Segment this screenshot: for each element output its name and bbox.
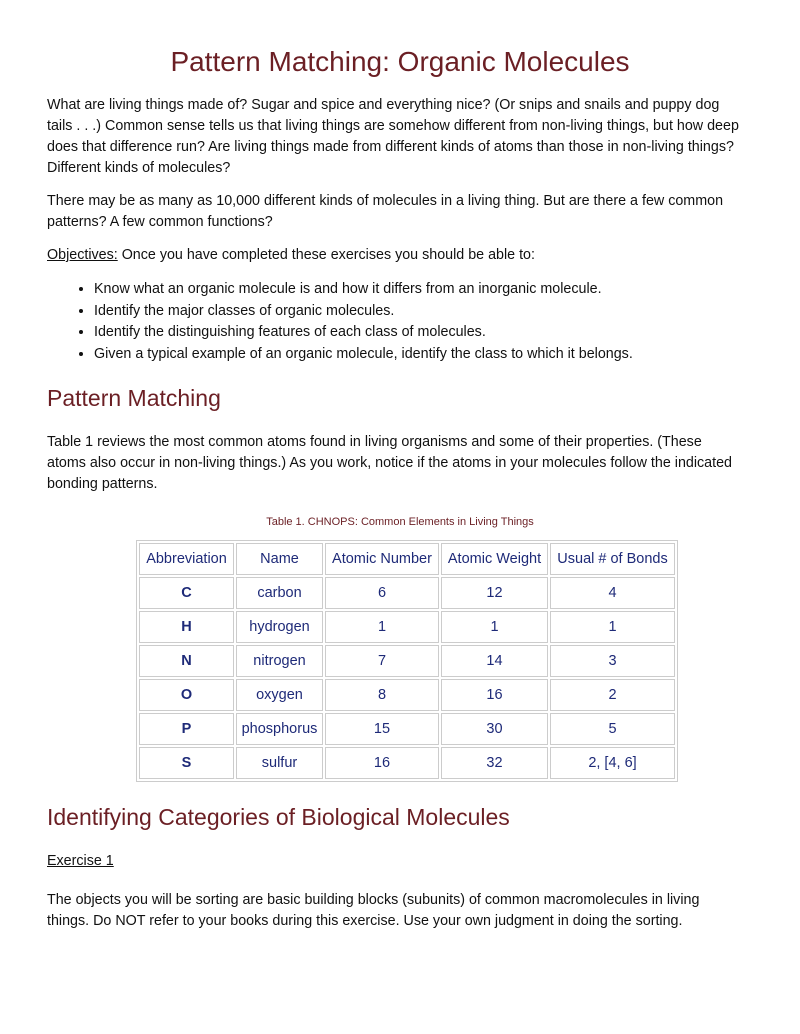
table-cell: 1 — [325, 611, 439, 643]
objective-item: • Given a typical example of an organic molecule, identify the class to which it belongs. — [94, 344, 754, 366]
exercise-paragraph: The objects you will be sorting are basic building blocks (subunits) of common macromolecules in living things. Do NOT refer to your books during this exercise. Use your own judgment in doing the sorting. — [47, 892, 700, 929]
table-cell: 8 — [325, 679, 439, 711]
table-cell: hydrogen — [236, 611, 323, 643]
table-cell: oxygen — [236, 679, 323, 711]
table-row — [139, 747, 675, 779]
table-cell: 1 — [550, 611, 675, 643]
table-cell: 14 — [441, 645, 548, 677]
table-cell: 30 — [441, 713, 548, 745]
column-header: Name — [236, 543, 323, 575]
column-header: Atomic Weight — [441, 543, 548, 575]
objective-item: • Know what an organic molecule is and how it differs from an inorganic molecule. — [94, 279, 754, 301]
objectives-line — [47, 245, 747, 266]
table-cell: N — [139, 645, 234, 677]
table-header-row — [139, 543, 675, 575]
table-cell: 2 — [550, 679, 675, 711]
table-row — [139, 645, 675, 677]
intro-paragraph: What are living things made of? Sugar and spice and everything nice? (Or snips and snails and puppy dog tails . . .) Common sense tells us that living things are somehow different from non-living things, but how deep does that difference run? Are living things made from different kinds of atoms than those in non-living things? Different kinds of molecules? — [47, 97, 739, 176]
table-cell: sulfur — [236, 747, 323, 779]
column-header: Abbreviation — [139, 543, 234, 575]
table-cell: H — [139, 611, 234, 643]
table-row — [139, 577, 675, 609]
objectives-label: Objectives: — [47, 247, 118, 263]
table-cell: O — [139, 679, 234, 711]
table-cell: 5 — [550, 713, 675, 745]
table-cell: 3 — [550, 645, 675, 677]
table-cell: C — [139, 577, 234, 609]
molecules-paragraph: There may be as many as 10,000 different kinds of molecules in a living thing. But are there a few common patterns? A few common functions? — [47, 193, 724, 230]
table-cell: 12 — [441, 577, 548, 609]
page-title: Pattern Matching: Organic Molecules — [170, 46, 630, 77]
table-cell: S — [139, 747, 234, 779]
section-heading-pattern-matching: Pattern Matching — [47, 385, 221, 411]
table-cell: 16 — [441, 679, 548, 711]
section-heading-categories: Identifying Categories of Biological Molecules — [47, 804, 510, 830]
table-cell: 32 — [441, 747, 548, 779]
table-cell: 15 — [325, 713, 439, 745]
chnops-table — [136, 540, 678, 782]
objective-item: • Identify the major classes of organic molecules. — [94, 301, 754, 323]
table-cell: carbon — [236, 577, 323, 609]
table-cell: 7 — [325, 645, 439, 677]
objectives-list — [47, 279, 754, 365]
table-cell: P — [139, 713, 234, 745]
table-cell: 6 — [325, 577, 439, 609]
table-intro-paragraph: Table 1 reviews the most common atoms found in living organisms and some of their properties. (These atoms also occur in non-living things.) As you work, notice if the atoms in your molecules follow the indicated bonding patterns. — [47, 434, 732, 492]
table-row — [139, 679, 675, 711]
exercise-label: Exercise 1 — [47, 853, 114, 869]
table-cell: 16 — [325, 747, 439, 779]
table-cell: phosphorus — [236, 713, 323, 745]
table-cell: 1 — [441, 611, 548, 643]
objectives-text: Once you have completed these exercises you should be able to: — [117, 247, 535, 263]
table-cell: nitrogen — [236, 645, 323, 677]
objective-item: • Identify the distinguishing features of each class of molecules. — [94, 322, 754, 344]
column-header: Usual # of Bonds — [550, 543, 675, 575]
table-cell: 4 — [550, 577, 675, 609]
table-caption: Table 1. CHNOPS: Common Elements in Living Things — [266, 516, 534, 528]
column-header: Atomic Number — [325, 543, 439, 575]
table-row — [139, 713, 675, 745]
table-cell: 2, [4, 6] — [550, 747, 675, 779]
table-row — [139, 611, 675, 643]
